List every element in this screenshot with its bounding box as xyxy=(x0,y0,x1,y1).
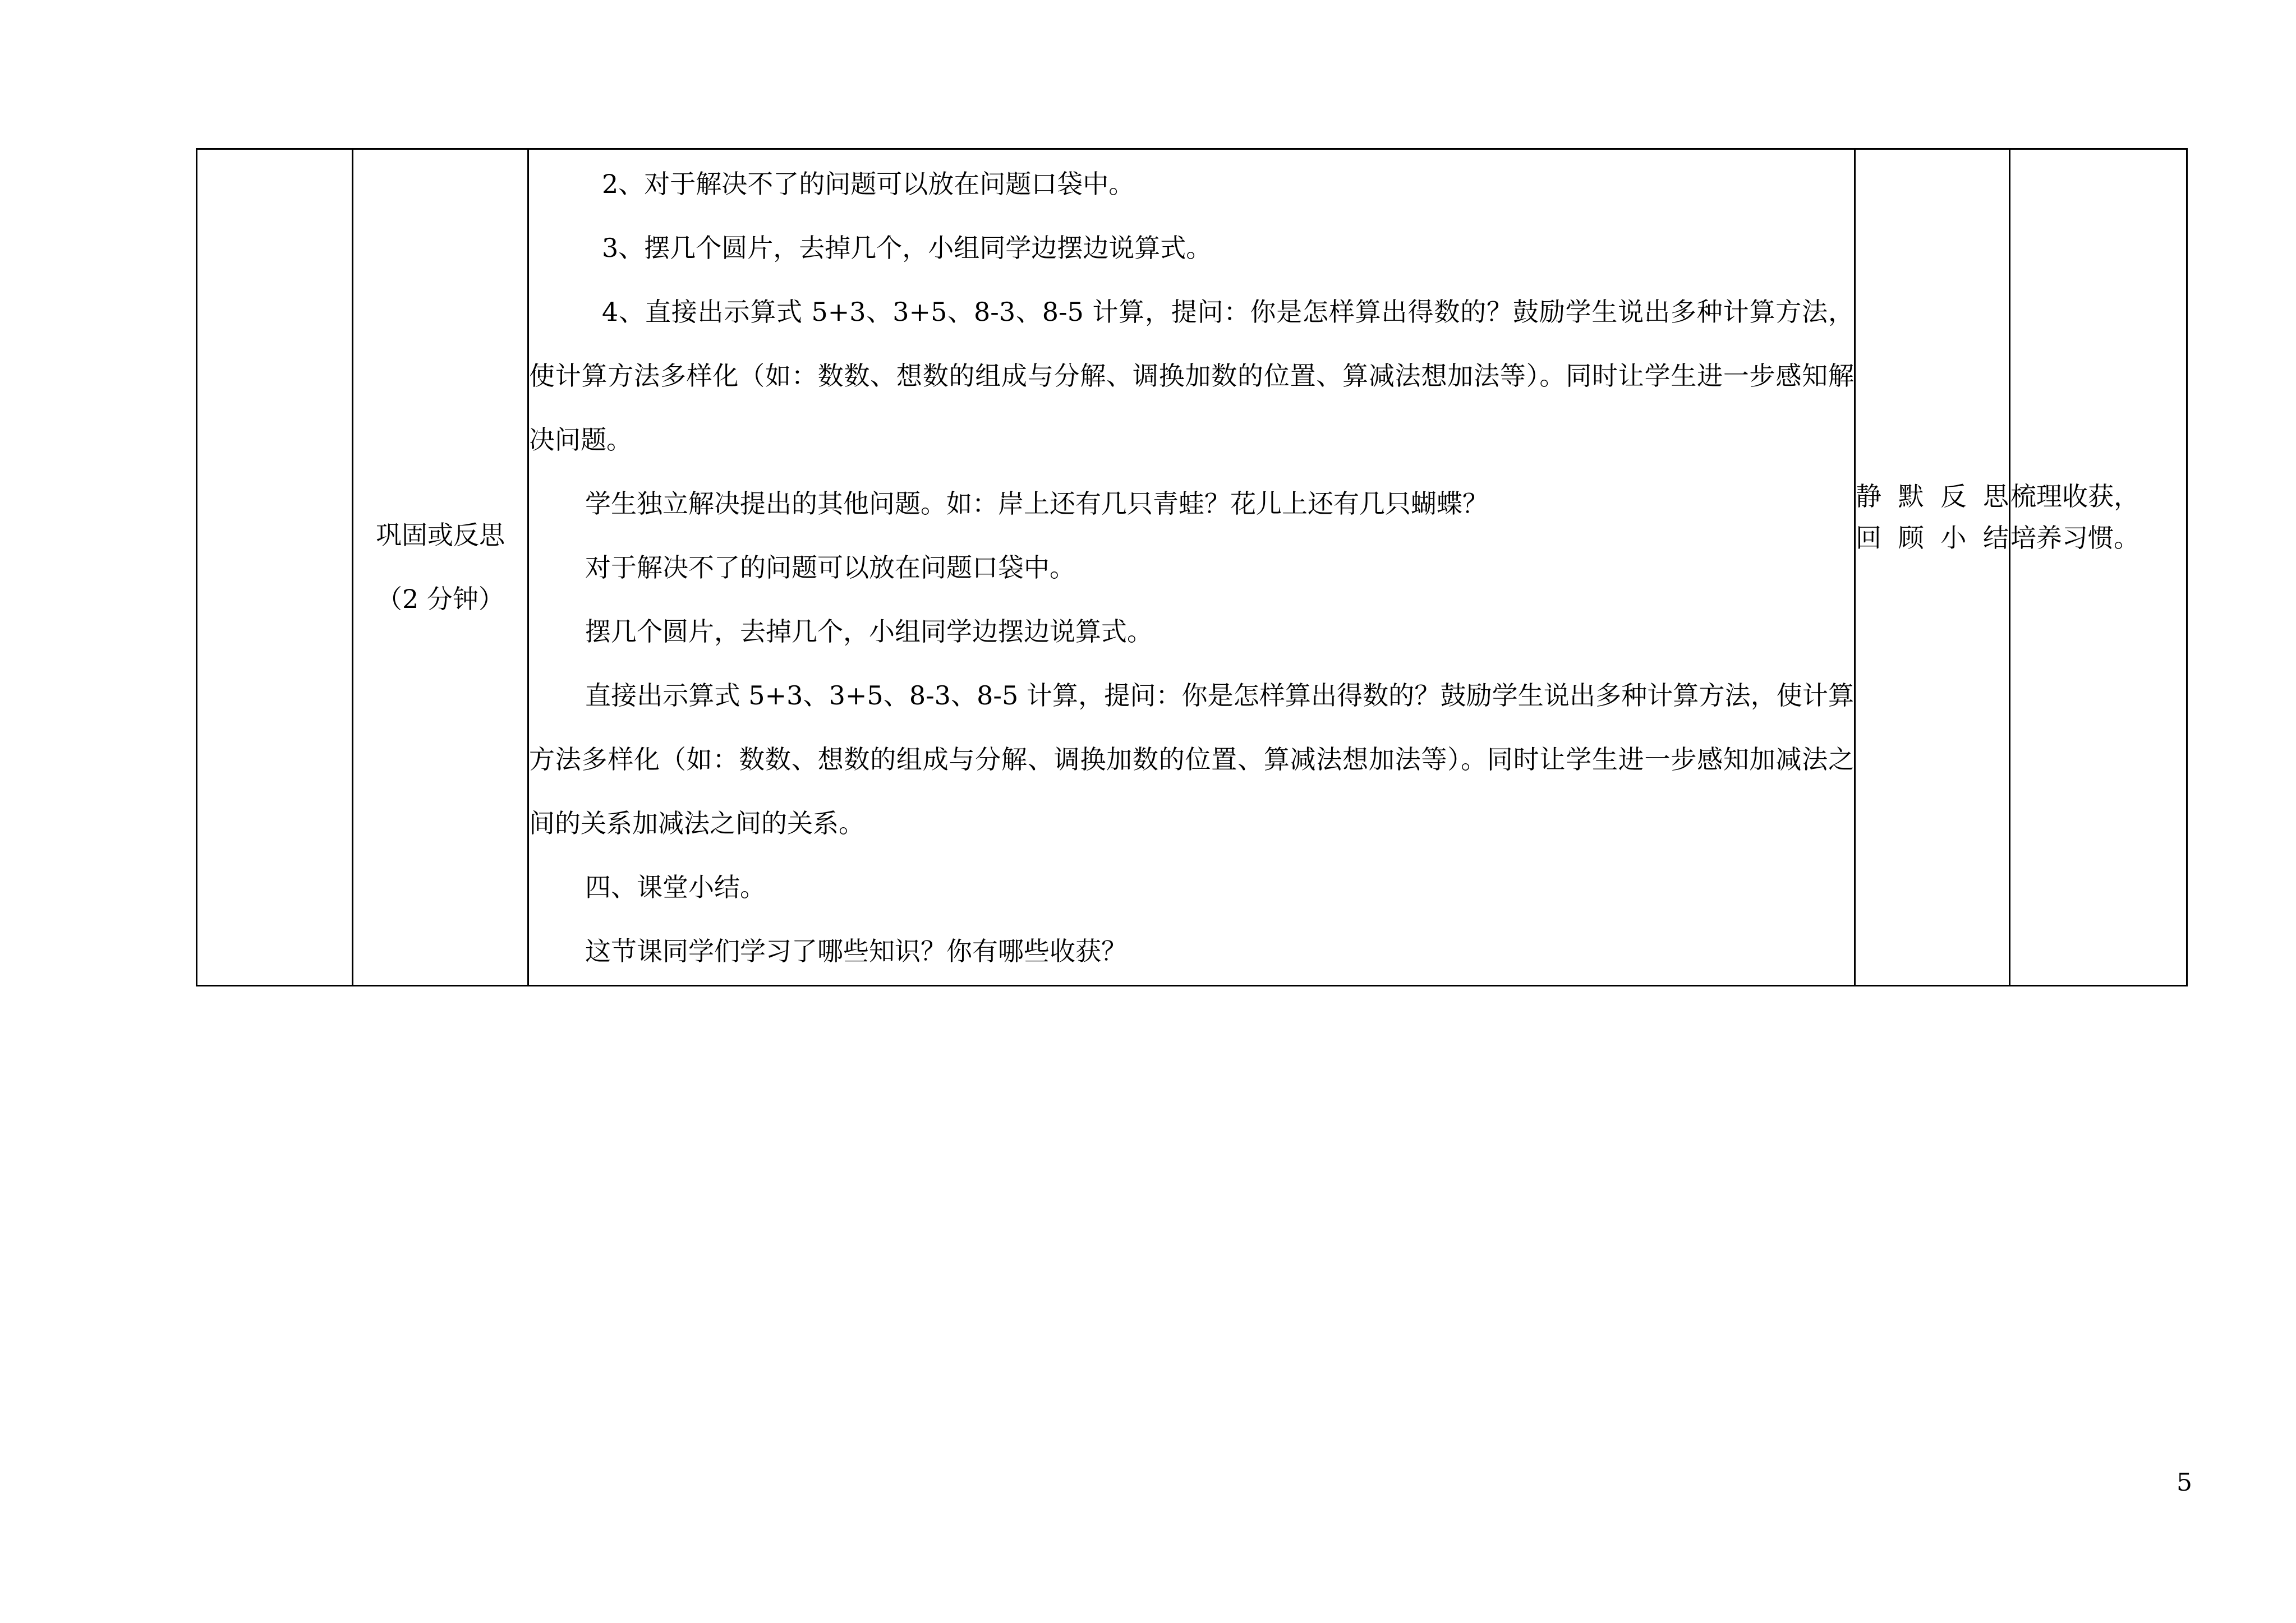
section-cell xyxy=(353,149,528,986)
lesson-plan-table xyxy=(196,148,2188,986)
design-intent-line: 梳理收获， xyxy=(2010,481,2139,511)
student-activity-line: 静默反思 xyxy=(1856,481,2009,511)
content-paragraph: 2、对于解决不了的问题可以放在问题口袋中。 xyxy=(602,168,1135,199)
design-intent-cell xyxy=(2010,149,2187,986)
student-activity-line: 回顾小结 xyxy=(1856,522,2009,553)
design-intent-line: 培养习惯。 xyxy=(2010,522,2139,553)
content-paragraph: 3、摆几个圆片，去掉几个，小组同学边摆边说算式。 xyxy=(602,232,1212,263)
page-number: 5 xyxy=(2177,1468,2192,1497)
content-paragraph: 摆几个圆片，去掉几个，小组同学边摆边说算式。 xyxy=(585,616,1153,647)
content-paragraph: 4、直接出示算式 5+3、3+5、8-3、8-5 计算，提问：你是怎样算出得数的？鼓励学生说出多种计算方法，使计算方法多样化（如：数数、想数的组成与分解、调换加数的位置、算减法想加法等）。同时让学生进一步感知解决问题。 xyxy=(529,296,1854,455)
content-paragraph: 四、课堂小结。 xyxy=(585,872,766,902)
content-paragraph: 学生独立解决提出的其他问题。如：岸上还有几只青蛙？花儿上还有几只蝴蝶？ xyxy=(585,488,1488,519)
section-duration: （2 分钟） xyxy=(376,583,504,614)
content-paragraph: 直接出示算式 5+3、3+5、8-3、8-5 计算，提问：你是怎样算出得数的？鼓励学生说出多种计算方法，使计算方法多样化（如：数数、想数的组成与分解、调换加数的位置、算减法想加法等）。同时让学生进一步感知加减法之间的关系加减法之间的关系。 xyxy=(529,680,1854,838)
content-paragraph: 这节课同学们学习了哪些知识？你有哪些收获？ xyxy=(585,935,1127,966)
section-name: 巩固或反思 xyxy=(376,520,505,551)
blank-cell xyxy=(197,149,353,986)
content-cell xyxy=(528,149,1855,986)
content-paragraph: 对于解决不了的问题可以放在问题口袋中。 xyxy=(585,552,1075,583)
table-row xyxy=(197,149,2187,986)
student-activity-cell xyxy=(1855,149,2010,986)
